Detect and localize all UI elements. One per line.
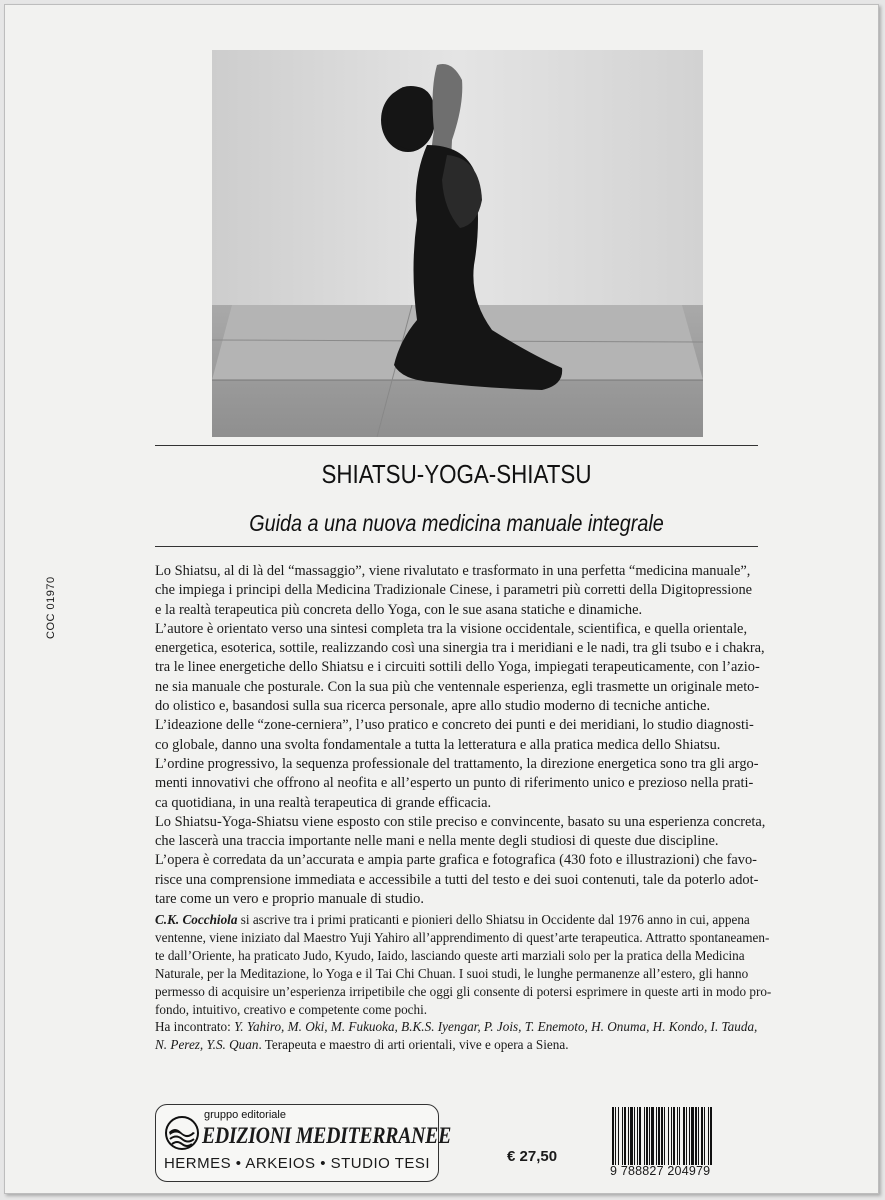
author-name: C.K. Cocchiola [155,912,238,927]
bio-line: permesso di acquisire un’esperienza irripetibile che oggi gli consente di potersi esprimere in queste arti in modo pro- [155,983,772,999]
wave-logo-icon [164,1115,200,1151]
top-rule [155,445,758,446]
description-line: ne sia manuale che posturale. Con la sua più che ventennale esperienza, egli trasmette un originale meto- [155,678,760,695]
barcode-bar [708,1107,709,1165]
publisher-name: EDIZIONI MEDITERRANEE [202,1123,452,1148]
bio-closing: . Terapeuta e maestro di arti orientali, vive e opera a Siena. [258,1037,569,1053]
publisher-group-label: gruppo editoriale [204,1109,286,1121]
barcode-bar [679,1107,680,1165]
barcode-bar [658,1107,660,1165]
barcode-bar [677,1107,678,1165]
barcode-bar [637,1107,638,1165]
barcode-bar [656,1107,657,1165]
barcode-bar [644,1107,645,1165]
barcode-bar [661,1107,663,1165]
description-line: tra le linee energetiche dello Shiatsu e i circuiti sottili dello Yoga, impiegati terapeuticamente, con l’azio- [155,659,760,676]
bio-line [155,1036,758,1054]
barcode-bar [695,1107,697,1165]
description-line: L’ideazione delle “zone-cerniera”, l’uso pratico e concreto dei punti e dei meridiani, lo studio diagnosti- [155,717,754,734]
publisher-logo-box [155,1104,452,1182]
description-line: e la realtà terapeutica più concreta dello Yoga, con le sue asana statiche e dinamiche. [155,601,643,618]
barcode-bar [651,1107,654,1165]
barcode-bar [691,1107,694,1165]
description-line: L’opera è corredata da un’accurata e ampia parte grafica e fotografica (430 foto e illustrazioni) che favo- [155,852,757,869]
description-line: Lo Shiatsu, al di là del “massaggio”, viene rivalutato e trasformato in una perfetta “medicina manuale”, [155,563,751,579]
barcode-bar [683,1107,685,1165]
barcode-bar [686,1107,687,1165]
barcode-number: 9 788827 204979 [610,1164,711,1178]
bottom-rule [155,546,758,547]
bio-line-rest: si ascrive tra i primi praticanti e pionieri dello Shiatsu in Occidente dal 1976 anno in cui, appena [237,912,750,927]
barcode-bar [628,1107,629,1165]
bio-line: Naturale, per la Meditazione, lo Yoga e il Tai Chi Chuan. I suoi studi, le lunghe permanenze all’estero, gli hanno [155,965,749,981]
met-names-2: N. Perez, Y.S. Quan [155,1037,259,1053]
publisher-imprints: HERMES • ARKEIOS • STUDIO TESI [163,1155,431,1172]
barcode-bar [634,1107,635,1165]
description-line: che lascerà una traccia importante nelle mani e nella mente degli studiosi di queste due discipline. [155,833,719,850]
bio-line: te dall’Oriente, ha praticato Judo, Kyudo, Iaido, lasciando queste arti marziali solo per la pratica della Medicina [155,947,745,963]
barcode-bar [668,1107,669,1165]
barcode-bar [671,1107,672,1165]
barcode-bar [624,1107,626,1165]
description-line: do olistico e, basandosi sulla sua ricerca personale, apre allo studio moderno di tecniche antiche. [155,698,711,715]
barcode-bar [615,1107,616,1165]
barcode-bar [698,1107,699,1165]
barcode-bar [689,1107,690,1165]
barcode-bar [630,1107,633,1165]
description-line: che impiega i principi della Medicina Tradizionale Cinese, i parametri più corretti della Digitopressione [155,582,753,599]
barcode-bar [646,1107,648,1165]
cover-photo [212,50,703,437]
bio-line: ventenne, viene iniziato dal Maestro Yuji Yahiro all’apprendimento di quest’arte terapeutica. Attratto spontaneamen- [155,929,770,945]
met-names: Y. Yahiro, M. Oki, M. Fukuoka, B.K.S. Iyengar, P. Jois, T. Enemoto, H. Onuma, H. Kondo, I. Tauda, [234,1019,758,1035]
description-line: energetica, esoterica, sottile, realizzando così una sinergia tra i meridiani e le nadi, tra gli tsubo e i chakra, [155,640,765,657]
description-line: risce una comprensione immediata e accessibile a tutti del testo e dei suoi contenuti, tale da poterlo adot- [155,871,759,888]
met-prefix: Ha incontrato: [155,1019,235,1035]
author-bio [155,911,772,1054]
book-title: SHIATSU-YOGA-SHIATSU [321,459,592,489]
description-line: menti innovativi che offrono al neofita e all’esperto un punto di riferimento unico e prezioso nella prati- [155,775,754,792]
bio-line [155,911,758,929]
book-subtitle: Guida a una nuova medicina manuale integrale [249,510,664,536]
price: € 27,50 [507,1148,558,1165]
barcode-bar [618,1107,619,1165]
bio-line [155,1018,758,1036]
description-line: L’autore è orientato verso una sintesi completa tra la visione occidentale, scientifica, e quella orientale, [155,620,748,637]
description-line: L’ordine progressivo, la sequenza professionale del trattamento, la direzione energetica sono tra gli argo- [155,755,759,772]
description-line: tare come un vero e proprio manuale di studio. [155,891,424,908]
side-code: COC 01970 [45,576,57,639]
barcode-bar [710,1107,712,1165]
description [155,562,766,909]
barcode-bar [701,1107,703,1165]
bio-line: fondo, intuitivo, creativo e competente come pochi. [155,1001,428,1017]
back-cover [4,4,879,1194]
barcode-bar [664,1107,665,1165]
barcode-bar [649,1107,650,1165]
description-line: Lo Shiatsu-Yoga-Shiatsu viene esposto con stile preciso e convincente, basato su una esperienza concreta, [155,813,766,830]
description-line: co globale, danno una svolta fondamentale a tutta la letteratura e alla pratica medica dello Shiatsu. [155,736,721,753]
barcode-bar [673,1107,675,1165]
description-line: ca quotidiana, in una realtà terapeutica di grande efficacia. [155,794,492,811]
barcode-bar [704,1107,705,1165]
barcode-bar [639,1107,641,1165]
barcode-bar [622,1107,623,1165]
barcode [610,1107,758,1165]
barcode-bar [612,1107,614,1165]
